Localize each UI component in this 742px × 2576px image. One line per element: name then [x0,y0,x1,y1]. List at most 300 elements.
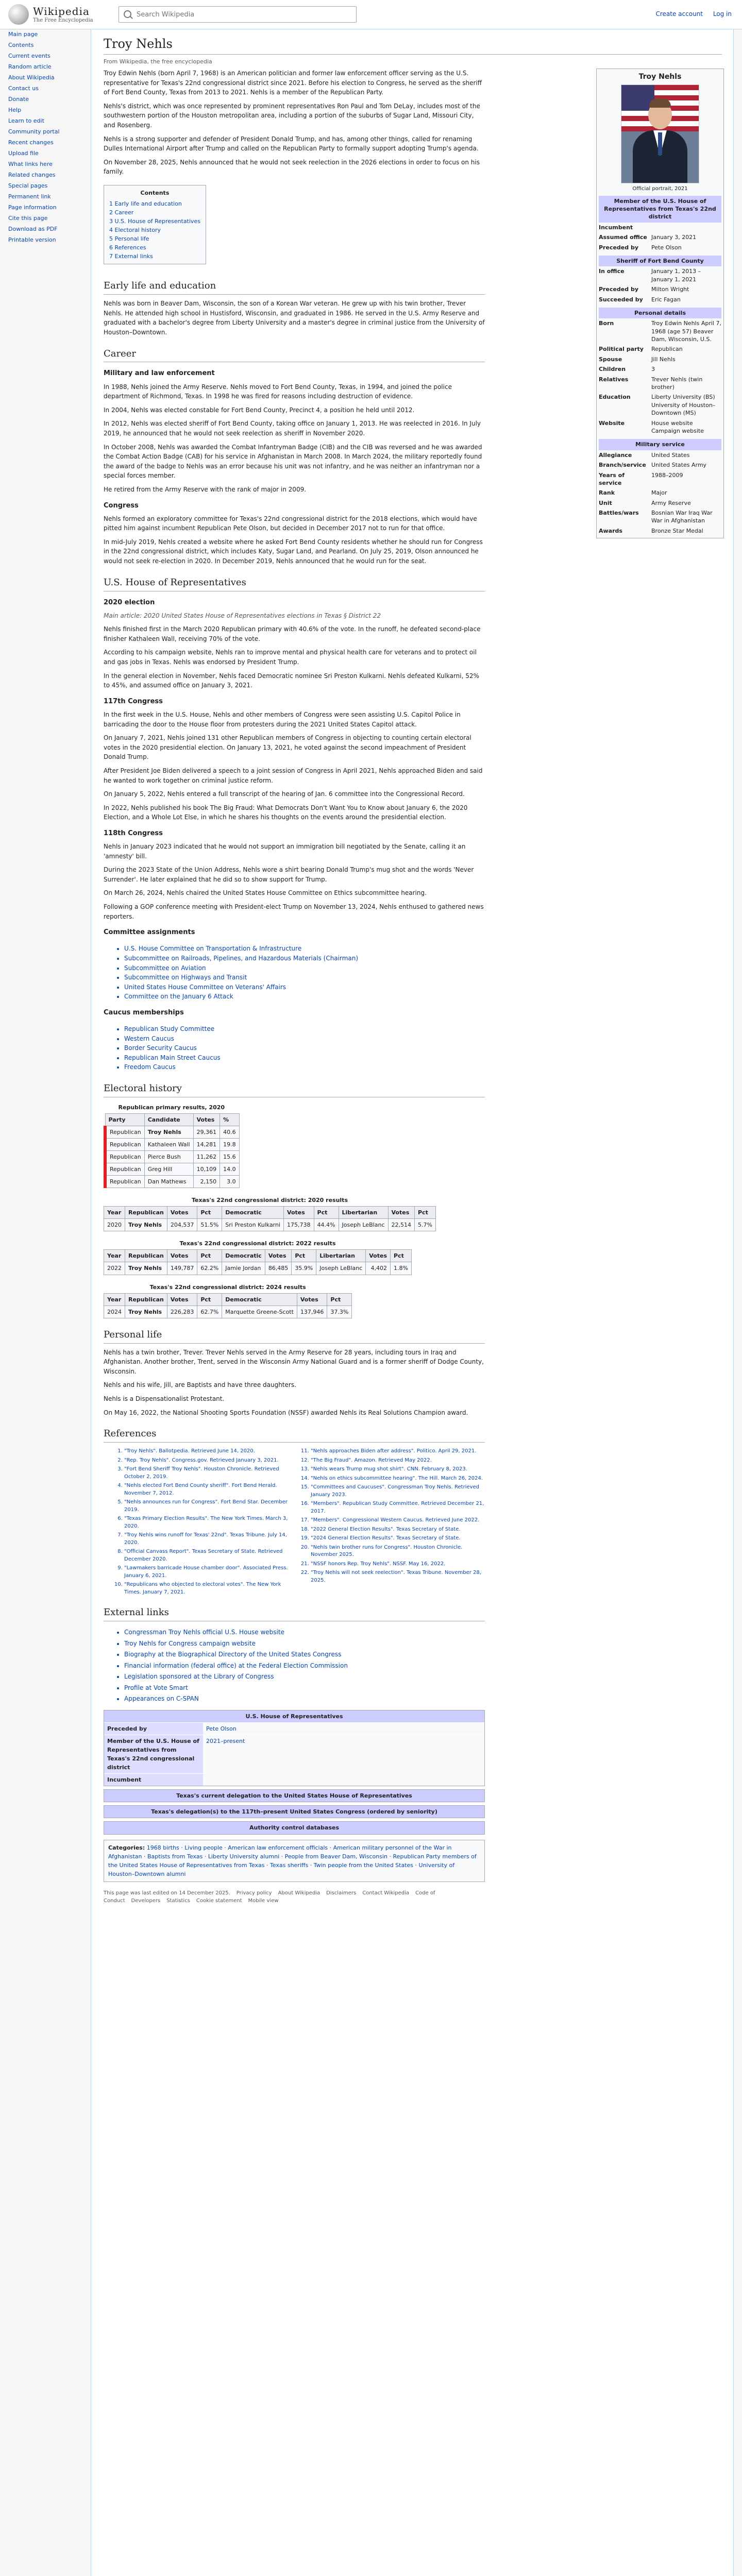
list-item[interactable]: • Committee on the January 6 Attack [124,992,485,1002]
section-references: References [104,1427,485,1443]
table-header-cell: Pct [314,1207,339,1219]
infobox-row-label: Rank [599,489,615,497]
table-header-cell: Republican [125,1250,167,1262]
official-portrait[interactable] [621,84,699,183]
sidebar-item[interactable]: Main page [8,31,38,38]
infobox-row-label: Branch/service [599,462,646,469]
table-cell: 10,109 [193,1163,220,1176]
navbox-row [104,1773,484,1786]
toc-item[interactable]: 2 Career [109,209,134,216]
paragraph: On January 7, 2021, Nehls joined 131 other Republican members of Congress in objecting to counting certain electoral votes in the 2020 presidential election. On January 13, 2021, he voted against the second impeachment of President Donald Trump. [104,734,471,761]
table-header-cell: Year [104,1293,125,1306]
table-cell: 62.7% [197,1306,222,1318]
infobox-row [599,243,721,252]
list-item[interactable]: • United States House Committee on Veterans' Affairs [124,982,485,992]
list-item[interactable]: • Subcommittee on Aviation [124,963,485,973]
infobox-office-band[interactable]: Member of the U.S. House of Representatives from Texas's 22nd district [599,196,721,223]
table-header-cell: Votes [366,1250,391,1262]
infobox-row-label: Allegiance [599,451,632,459]
list-item[interactable]: 1. "Troy Nehls". Ballotpedia. Retrieved June 14, 2020. [124,1448,298,1455]
infobox-row-value [651,224,721,231]
toc-item[interactable]: 5 Personal life [109,235,149,243]
infobox-row-label: In office [599,268,625,275]
sidebar-item[interactable]: Random article [8,63,52,70]
list-item[interactable]: 19. "2024 General Election Results". Texas Secretary of State. [311,1535,485,1543]
list-item[interactable]: 6. "Texas Primary Election Results". The New York Times. March 3, 2020. [124,1515,298,1530]
general-2022-table [104,1238,412,1275]
infobox-row [599,508,721,526]
table-cell: 37.3% [327,1306,352,1318]
table-header-cell: % [220,1113,240,1126]
portrait-hair [649,98,671,108]
paragraph: Nehls formed an exploratory committee for Texas's 22nd congressional district for the 2018 elections, which would have pitted him against incumbent Republican Pete Olson, but decided in December 2017 not to run for that office. [104,515,477,532]
subsection-committees: Committee assignments [104,928,195,937]
footer-link[interactable]: About Wikipedia [278,1890,321,1896]
table-header-cell: Year [104,1207,125,1219]
paragraph: In 2012, Nehls was elected sheriff of Fort Bend County, taking office on January 1, 2013. He was reelected in 2016. In July 2019, he announced that he would not seek reelection as sheriff in November 2020. [104,420,481,437]
subsection-118th: 118th Congress [104,829,163,837]
categories-links[interactable]: 1968 births · Living people · American law enforcement officials · American military personnel of the War in Afghanistan · Baptists from Texas · Liberty University alumni · People from Beaver Dam, Wisconsin · Republican Party members of the United States House of Representatives from Texas · Texas sheriffs · Twin people from the United States · University of Houston–Downtown alumni [108,1844,477,1877]
categories-label: Categories: [108,1844,145,1851]
list-item[interactable]: 17. "Members". Congressional Western Caucus. Retrieved June 2022. [311,1517,485,1524]
list-item[interactable]: • Biography at the Biographical Directory of the United States Congress [124,1650,485,1659]
list-item[interactable]: 4. "Nehls elected Fort Bend County sheriff". Fort Bend Herald. November 7, 2012. [124,1482,298,1497]
toc-item[interactable]: 4 Electoral history [109,227,161,234]
list-item[interactable]: • Financial information (federal office) at the Federal Election Commission [124,1661,485,1671]
paragraph: He retired from the Army Reserve with the rank of major in 2009. [104,485,307,493]
table-header-cell: Libertarian [339,1207,388,1219]
list-item[interactable]: 5. "Nehls announces run for Congress". Fort Bend Star. December 2019. [124,1499,298,1514]
paragraph: According to his campaign website, Nehls ran to improve mental and physical health care for veterans and to protect oil and gas jobs in Texas. Nehls was endorsed by President Trump. [104,649,477,666]
table-row [105,1139,239,1151]
table-cell: Republican [105,1126,144,1139]
sidebar-item[interactable]: Learn to edit [8,117,44,124]
navbox [104,1821,485,1834]
infobox-row-label: Assumed office [599,234,647,241]
infobox-row [599,470,721,488]
create-account-link[interactable]: Create account [655,10,703,18]
table-row [104,1306,352,1318]
table-header-cell: Republican [125,1207,167,1219]
footer-link[interactable]: Privacy policy [236,1890,272,1896]
paragraph: In 1988, Nehls joined the Army Reserve. Nehls moved to Fort Bend County, Texas, in 1994, and joined the police department of Richmond, Texas. In 1998 he was fired for reasons including destruction of evidence. [104,383,452,400]
table-caption: Republican primary results, 2020 [118,1104,225,1111]
table-header-cell: Republican [125,1293,167,1306]
table-cell: 51.5% [197,1219,222,1231]
infobox-row-label: Born [599,320,614,327]
wikipedia-globe-icon [8,4,29,25]
list-item[interactable]: 7. "Troy Nehls wins runoff for Texas' 22nd". Texas Tribune. July 14, 2020. [124,1532,298,1547]
table-header-cell: Candidate [144,1113,193,1126]
paragraph: Following a GOP conference meeting with President-elect Trump on November 13, 2024, Nehls enthused to gathered news reporters. [104,903,484,920]
table-header-cell: Votes [167,1207,197,1219]
list-item[interactable]: • Freedom Caucus [124,1062,485,1072]
paragraph: Nehls and his wife, Jill, are Baptists and have three daughters. [104,1381,296,1389]
table-cell: 137,946 [297,1306,327,1318]
table-cell: 149,787 [167,1262,197,1275]
paragraph: Nehls is a Dispensationalist Protestant. [104,1395,225,1402]
infobox-row-label: Political party [599,346,644,353]
table-header-cell: Pct [391,1250,412,1262]
navbox-header[interactable]: Authority control databases [104,1822,484,1834]
table-cell: 4,402 [366,1262,391,1275]
infobox-row [599,223,721,232]
table-header-cell: Pct [415,1207,436,1219]
table-cell: Dan Mathews [144,1176,193,1188]
navbox [104,1710,485,1786]
wikipedia-tagline: The Free Encyclopedia [33,18,93,23]
table-cell: 11,262 [193,1151,220,1163]
table-cell: 14,281 [193,1139,220,1151]
sidebar [0,29,82,2576]
paragraph: In the first week in the U.S. House, Nehls and other members of Congress were seen assisting U.S. Capitol Police in barricading the door to the House floor from protesters during the 2021 United States Capitol attack. [104,710,461,728]
search-icon [124,10,131,18]
infobox-row-label: Preceded by [599,244,639,251]
paragraph: On November 28, 2025, Nehls announced that he would not seek reelection in the 2026 elections in order to focus on his family. [104,158,480,176]
sidebar-item[interactable]: Community portal [8,128,60,135]
table-cell: Troy Nehls [125,1262,167,1275]
wikipedia-wordmark: Wikipedia [33,5,90,18]
paragraph: In 2022, Nehls published his book The Big Fraud: What Democrats Don't Want You to Know about January 6, the 2020 Election, and a Whole Lot Else, in which he shares his thoughts on the events around the presidential election. [104,804,468,821]
infobox-row-value: Liberty University (BS) University of Houston–Downtown (MS) [651,394,716,417]
table-cell: 3.0 [220,1176,240,1188]
infobox-row-value: United States Army [651,462,707,469]
infobox-row [599,295,721,304]
sidebar-item[interactable]: Current events [8,53,50,59]
list-item[interactable]: 12. "The Big Fraud". Amazon. Retrieved May 2022. [311,1457,485,1465]
table-cell: 5.7% [415,1219,436,1231]
navbox-row [104,1735,484,1773]
page-footer [104,1889,485,1905]
footer-link[interactable]: Code of Conduct [104,1890,435,1904]
toc-item[interactable]: 6 References [109,244,146,251]
table-header-cell: Votes [265,1250,292,1262]
wikipedia-logo[interactable] [8,4,101,25]
infobox [596,69,724,538]
footer-link[interactable]: Disclaimers [326,1890,357,1896]
navbox-header[interactable]: Texas's current delegation to the United States House of Representatives [104,1790,484,1802]
table-cell: Sri Preston Kulkarni [222,1219,284,1231]
paragraph: Nehls finished first in the March 2020 Republican primary with 40.6% of the vote. In the runoff, he defeated second-place finisher Kathaleen Wall, receiving 70% of the vote. [104,625,481,642]
list-item[interactable]: • Troy Nehls for Congress campaign website [124,1639,485,1649]
infobox-row-label: Spouse [599,355,622,363]
section-personal-life: Personal life [104,1328,485,1344]
footer-link[interactable]: Cookie statement [196,1898,242,1904]
navbox-row-label: Incumbent [104,1774,203,1786]
table-row [105,1151,239,1163]
table-cell: 2020 [104,1219,125,1231]
table-cell: Republican [105,1163,144,1176]
infobox-title: Troy Nehls [638,73,682,81]
external-links-list [104,1628,485,1704]
infobox-row-value: Eric Fagan [651,296,681,303]
infobox-row [599,392,721,418]
sidebar-item[interactable]: About Wikipedia [8,74,55,81]
sidebar-item[interactable]: Cite this page [8,215,48,222]
table-cell: 62.2% [197,1262,222,1275]
infobox-row [599,488,721,498]
list-item[interactable]: • U.S. House Committee on Transportation & Infrastructure [124,944,485,954]
search-box [119,6,357,23]
login-link[interactable]: Log in [713,10,732,18]
table-cell: Troy Nehls [144,1126,193,1139]
list-item[interactable]: 18. "2022 General Election Results". Texas Secretary of State. [311,1526,485,1534]
table-cell: 19.8 [220,1139,240,1151]
caucus-list [104,1024,485,1072]
paragraph: Nehls has a twin brother, Trever. Trever Nehls served in the Army Reserve for 28 years, including tours in Iraq and Afghanistan. Another brother, Trent, served in the Wisconsin Army National Guard and is a former sheriff of Dodge County, Wisconsin. [104,1348,484,1375]
page-subtitle: From Wikipedia, the free encyclopedia [104,58,212,65]
list-item[interactable]: 14. "Nehls on ethics subcommittee hearing". The Hill. March 26, 2024. [311,1475,485,1483]
table-row [104,1262,412,1275]
infobox-row-value: January 1, 2013 – January 1, 2021 [651,268,701,283]
navbox-header[interactable]: Texas's delegation(s) to the 117th–present United States Congress (ordered by seniority) [104,1806,484,1818]
top-bar [0,0,742,29]
table-row [105,1126,239,1139]
list-item[interactable]: • Subcommittee on Highways and Transit [124,973,485,982]
paragraph: On January 5, 2022, Nehls entered a full transcript of the hearing of Jan. 6 committee into the Congressional Record. [104,790,465,798]
table-cell: Jamie Jordan [222,1262,265,1275]
user-links [647,10,732,18]
table-of-contents [104,185,206,264]
paragraph: Troy Edwin Nehls (born April 7, 1968) is an American politician and former law enforcement officer serving as the U.S. representative for Texas's 22nd congressional district since 2021. Before his election to Congress, he served as the sheriff of Fort Bend County, Texas from 2013 to 2021. Nehls is a member of the Republican Party. [104,70,482,96]
infobox-row-value: Trever Nehls (twin brother) [651,376,703,391]
navbox-row-value[interactable]: Pete Olson [203,1723,484,1735]
infobox-row-value: Jill Nehls [651,355,676,363]
table-caption: Texas's 22nd congressional district: 2022 results [179,1240,336,1247]
table-cell: 14.0 [220,1163,240,1176]
sidebar-item[interactable]: Permanent link [8,193,51,200]
sidebar-item[interactable]: Recent changes [8,139,54,146]
table-cell: 226,283 [167,1306,197,1318]
list-item[interactable]: • Appearances on C-SPAN [124,1694,485,1704]
table-cell: 44.4% [314,1219,339,1231]
infobox-row-label: Children [599,366,626,373]
sidebar-item[interactable]: Related changes [8,172,56,178]
infobox-row-label: Website [599,419,625,427]
infobox-row-label: Preceded by [599,286,639,293]
list-item[interactable]: 9. "Lawmakers barricade House chamber door". Associated Press. January 6, 2021. [124,1565,298,1580]
paragraph: In mid-July 2019, Nehls created a website where he asked Fort Bend County residents whether he should run for Congress in the 22nd congressional district, which includes Katy, Sugar Land, and Pearland. On July 25, 2019, Olson announced he would not seek re-election in 2020. In December 2019, Nehls announced that he would run for the seat. [104,538,483,565]
table-header-cell: Votes [193,1113,220,1126]
table-cell: 2024 [104,1306,125,1318]
table-header-cell: Democratic [222,1207,284,1219]
infobox-row-value: January 3, 2021 [651,234,697,241]
categories-box [104,1840,485,1882]
list-item[interactable]: • Profile at Vote Smart [124,1683,485,1693]
infobox-row-label: Awards [599,527,622,534]
subsection-117th: 117th Congress [104,697,163,705]
sidebar-item[interactable]: Printable version [8,236,56,243]
table-row [105,1176,239,1188]
portrait-tie [658,132,662,155]
infobox-row-label: Education [599,394,631,401]
article-body [104,69,485,1905]
footer-link[interactable]: Developers [131,1898,161,1904]
table-cell: 35.9% [292,1262,316,1275]
section-external-links: External links [104,1605,485,1621]
infobox-row-value: 1988–2009 [651,471,683,479]
list-item[interactable]: 8. "Official Canvass Report". Texas Secretary of State. Retrieved December 2020. [124,1548,298,1563]
table-header-cell: Year [104,1250,125,1262]
infobox-row-label: Succeeded by [599,296,643,303]
infobox-personal-band: Personal details [599,308,721,318]
reference-list [104,1448,485,1596]
general-2020-table [104,1194,436,1231]
sidebar-item[interactable]: Donate [8,96,29,103]
toc-item[interactable]: 7 External links [109,253,153,260]
paragraph: After President Joe Biden delivered a speech to a joint session of Congress in April 2021, Nehls approached Biden and said he wanted to work together on criminal justice reform. [104,767,483,784]
table-cell: Troy Nehls [125,1219,167,1231]
navbox-row-label: Member of the U.S. House of Representatives from Texas's 22nd congressional district [104,1735,203,1773]
infobox-row-value: Bosnian War Iraq War War in Afghanistan [651,510,713,524]
sidebar-item[interactable]: Special pages [8,182,48,189]
table-cell: Kathaleen Wall [144,1139,193,1151]
navbox-header[interactable]: U.S. House of Representatives [104,1710,484,1722]
list-item[interactable]: 22. "Troy Nehls will not seek reelection". Texas Tribune. November 28, 2025. [311,1569,485,1584]
table-row [105,1163,239,1176]
list-item[interactable]: • Legislation sponsored at the Library of Congress [124,1672,485,1682]
sidebar-item[interactable]: Help [8,107,22,113]
table-header-row [104,1293,352,1306]
title-divider [104,54,722,55]
table-header-cell: Votes [297,1293,327,1306]
table-cell: 15.6 [220,1151,240,1163]
table-header-cell: Votes [167,1250,197,1262]
infobox-row [599,318,721,344]
infobox-row [599,460,721,470]
page-content [91,29,734,2576]
navbox-row-label: Preceded by [104,1723,203,1735]
infobox-row [599,266,721,284]
infobox-row-value: Troy Edwin Nehls April 7, 1968 (age 57) Beaver Dam, Wisconsin, U.S. [651,320,721,343]
navbox-row-value[interactable] [203,1774,484,1786]
table-header-cell: Democratic [222,1293,297,1306]
paragraph: Nehls is a strong supporter and defender of President Donald Trump, and has, among other things, called for renaming Dulles International Airport after Trump and called on the Republican Party to formally support adopting Trump's agenda. [104,135,479,152]
list-item[interactable]: 20. "Nehls twin brother runs for Congress". Houston Chronicle. November 2025. [311,1544,485,1559]
infobox-row [599,375,721,393]
toc-item[interactable]: 1 Early life and education [109,200,182,207]
list-item[interactable]: • Subcommittee on Railroads, Pipelines, and Hazardous Materials (Chairman) [124,954,485,963]
list-item[interactable]: 11. "Nehls approaches Biden after address". Politico. April 29, 2021. [311,1448,485,1455]
table-cell: Marquette Greene-Scott [222,1306,297,1318]
section-early-life: Early life and education [104,279,485,295]
paragraph: On March 26, 2024, Nehls chaired the United States House Committee on Ethics subcommittee hearing. [104,889,427,897]
table-header-row [105,1113,239,1126]
table-cell: Greg Hill [144,1163,193,1176]
list-item[interactable]: • Republican Main Street Caucus [124,1053,485,1063]
list-item[interactable]: 16. "Members". Republican Study Committee. Retrieved December 21, 2017. [311,1500,485,1515]
table-cell: Joseph LeBlanc [339,1219,388,1231]
paragraph: On May 16, 2022, the National Shooting Sports Foundation (NSSF) awarded Nehls its Real Solutions Champion award. [104,1409,468,1416]
table-header-cell: Votes [167,1293,197,1306]
infobox-row-label: Years of service [599,471,625,486]
footer-link[interactable]: Statistics [166,1898,190,1904]
navbox-row [104,1722,484,1735]
table-header-cell: Votes [284,1207,314,1219]
table-cell: Troy Nehls [125,1306,167,1318]
sidebar-item[interactable]: Page information [8,204,57,211]
subsection-caucus: Caucus memberships [104,1008,184,1016]
list-item[interactable]: 2. "Rep. Troy Nehls". Congress.gov. Retrieved January 3, 2021. [124,1457,298,1465]
infobox-row-value: Major [651,489,667,497]
navbox-row-value[interactable]: 2021–present [203,1735,484,1773]
paragraph: In the general election in November, Nehls faced Democratic nominee Sri Preston Kulkarni. Nehls defeated Kulkarni, 52% to 45%, and assumed office on January 3, 2021. [104,672,479,689]
subsection-2020-election: 2020 election [104,598,155,606]
table-cell: 2022 [104,1262,125,1275]
infobox-row-value: Army Reserve [651,499,691,506]
list-item[interactable]: 13. "Nehls wears Trump mug shot shirt". CNN. February 8, 2023. [311,1466,485,1473]
committee-list [104,944,485,1002]
table-row [104,1219,436,1231]
sidebar-item[interactable]: Upload file [8,150,39,157]
list-item[interactable]: • Congressman Troy Nehls official U.S. House website [124,1628,485,1637]
infobox-row-value: United States [651,451,690,459]
infobox-row [599,344,721,354]
portrait-caption: Official portrait, 2021 [632,185,688,192]
search-input[interactable] [119,7,344,22]
footer-link: This page was last edited on 14 December 2025. [104,1890,230,1896]
section-electoral-history: Electoral history [104,1081,485,1097]
infobox-row-label: Relatives [599,376,629,383]
page-title: Troy Nehls [104,37,173,51]
table-header-cell: Votes [388,1207,415,1219]
infobox-row [599,498,721,508]
list-item[interactable]: • Border Security Caucus [124,1043,485,1053]
table-header-cell: Pct [197,1293,222,1306]
sidebar-item[interactable]: What links here [8,161,53,167]
table-cell: 204,537 [167,1219,197,1231]
general-2024-table [104,1281,352,1318]
toc-item[interactable]: 3 U.S. House of Representatives [109,218,200,225]
early-life-text: Nehls was born in Beaver Dam, Wisconsin, the son of a Korean War veteran. He grew up with his twin brother, Trever Nehls. He attended high school in Hustisford, Wisconsin, and graduated in 1986. He served in the U.S. Army Reserve and graduated with a bachelor's degree from Liberty University and a master's degree in criminal justice from the University of Houston–Downtown. [104,300,485,336]
infobox-row-value: Milton Wright [651,286,689,293]
subsection-congress: Congress [104,501,139,510]
list-item[interactable]: 3. "Fort Bend Sheriff Troy Nehls". Houston Chronicle. Retrieved October 2, 2019. [124,1466,298,1481]
table-header-cell: Pct [327,1293,352,1306]
table-header-cell: Pct [292,1250,316,1262]
main-article-hatnote[interactable]: Main article: 2020 United States House of Representatives elections in Texas § District 22 [104,612,381,619]
primary-results-table [104,1101,240,1188]
infobox-sheriff-band[interactable]: Sheriff of Fort Bend County [599,256,721,266]
infobox-row-label: Battles/wars [599,510,639,517]
infobox-row [599,526,721,536]
table-cell: Pierce Bush [144,1151,193,1163]
list-item[interactable]: • Republican Study Committee [124,1024,485,1034]
list-item[interactable]: 15. "Committees and Caucuses". Congressman Troy Nehls. Retrieved January 2023. [311,1484,485,1499]
infobox-row [599,232,721,242]
paragraph: Nehls in January 2023 indicated that he would not support an immigration bill negotiated by the Senate, calling it an 'amnesty' bill. [104,843,466,860]
sidebar-item[interactable]: Contents [8,42,34,48]
list-item[interactable]: 21. "NSSF honors Rep. Troy Nehls". NSSF. May 16, 2022. [311,1561,485,1568]
infobox-row [599,364,721,374]
table-header-cell: Party [105,1113,144,1126]
infobox-row-label: Unit [599,499,612,506]
sidebar-item[interactable]: Download as PDF [8,226,58,232]
table-cell: Republican [105,1139,144,1151]
table-cell: 175,738 [284,1219,314,1231]
infobox-military-band: Military service [599,439,721,450]
table-cell: 2,150 [193,1176,220,1188]
list-item[interactable]: • Western Caucus [124,1034,485,1044]
footer-link[interactable]: Contact Wikipedia [362,1890,410,1896]
list-item[interactable]: 10. "Republicans who objected to electoral votes". The New York Times. January 7, 2021. [124,1581,298,1596]
paragraph: In 2004, Nehls was elected constable for Fort Bend County, Precinct 4, a position he held until 2012. [104,406,415,414]
table-header-row [104,1250,412,1262]
table-caption: Texas's 22nd congressional district: 2020 results [191,1197,348,1204]
table-cell: 29,361 [193,1126,220,1139]
footer-link[interactable]: Mobile view [248,1898,279,1904]
sidebar-item[interactable]: Contact us [8,85,39,92]
